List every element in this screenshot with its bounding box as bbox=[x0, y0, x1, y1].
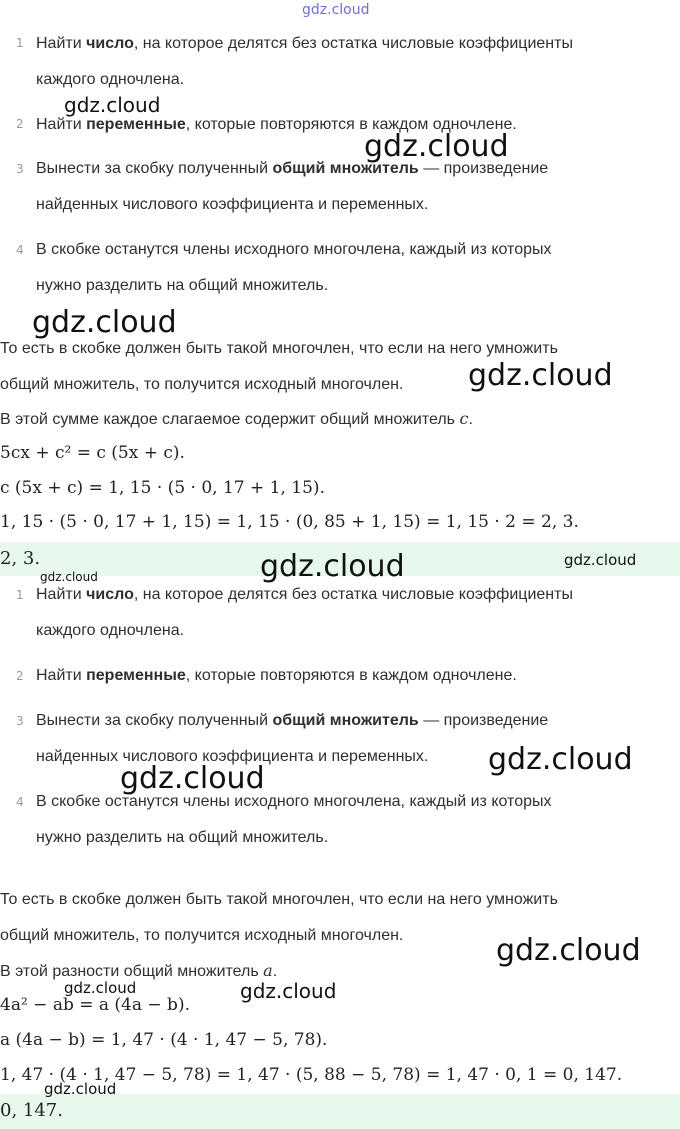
step-text bbox=[36, 151, 672, 223]
step-number: 1 bbox=[16, 36, 24, 50]
step-text-part: — произведение bbox=[418, 160, 549, 177]
equation-factoring: 4a² − ab = a (4a − b). bbox=[0, 995, 190, 1015]
step-text bbox=[36, 232, 672, 304]
step-text-part: , которые повторяются в каждом одночлене. bbox=[185, 667, 517, 684]
sentence-text: В этой сумме каждое слагаемое содержит общий множитель bbox=[0, 411, 460, 428]
step-text-part: Вынести за скобку полученный bbox=[36, 712, 273, 729]
step-text bbox=[36, 658, 672, 694]
step-bold-term: переменные bbox=[86, 116, 186, 133]
explanation-line: общий множитель, то получится исходный многочлен. bbox=[0, 376, 404, 393]
explanation-line: общий множитель, то получится исходный многочлен. bbox=[0, 927, 404, 944]
explanation-line: То есть в скобке должен быть такой многочлен, что если на него умножить bbox=[0, 891, 558, 908]
common-factor-sentence bbox=[0, 401, 680, 438]
watermark: gdz.cloud bbox=[64, 93, 161, 117]
step-number: 2 bbox=[16, 117, 24, 131]
step-number: 1 bbox=[16, 588, 24, 602]
step-number: 3 bbox=[16, 162, 24, 176]
step-text-part: Найти bbox=[36, 116, 87, 133]
step-text-line2: нужно разделить на общий множитель. bbox=[36, 277, 329, 294]
equation-substitution: c (5x + c) = 1, 15 · (5 · 0, 17 + 1, 15). bbox=[0, 478, 325, 498]
step-text-part: Найти bbox=[36, 586, 87, 603]
step-bold-term: число bbox=[86, 586, 134, 603]
sentence-text: В этой разности общий множитель bbox=[0, 963, 264, 980]
step-bold-term: общий множитель bbox=[272, 712, 419, 729]
factor-variable: c bbox=[459, 409, 469, 428]
watermark: gdz.cloud bbox=[64, 979, 137, 997]
watermark: gdz.cloud bbox=[32, 305, 177, 340]
step-text bbox=[36, 26, 672, 98]
step-bold-term: число bbox=[86, 35, 134, 52]
step-text-line2: найденных числового коэффициента и переменных. bbox=[36, 196, 429, 213]
watermark: gdz.cloud bbox=[44, 1080, 117, 1098]
step-text-part: , на которое делятся без остатка числовые коэффициенты bbox=[133, 35, 573, 52]
step-text-part: В скобке останутся члены исходного многочлена, каждый из которых bbox=[36, 241, 552, 258]
watermark: gdz.cloud bbox=[260, 549, 405, 584]
sentence-end: . bbox=[272, 963, 278, 980]
step-text-part: Найти bbox=[36, 667, 87, 684]
watermark: gdz.cloud bbox=[564, 551, 637, 569]
step-number: 4 bbox=[16, 243, 24, 257]
step-bold-term: общий множитель bbox=[272, 160, 419, 177]
step-text-part: В скобке останутся члены исходного многочлена, каждый из которых bbox=[36, 793, 552, 810]
watermark: gdz.cloud bbox=[468, 358, 613, 393]
equation-calculation: 1, 15 · (5 · 0, 17 + 1, 15) = 1, 15 · (0, 85 + 1, 15) = 1, 15 · 2 = 2, 3. bbox=[0, 512, 579, 532]
step-text-part: Вынести за скобку полученный bbox=[36, 160, 273, 177]
equation-factoring: 5cx + c² = c (5x + c). bbox=[0, 443, 185, 463]
step-text-line2: нужно разделить на общий множитель. bbox=[36, 829, 329, 846]
watermark: gdz.cloud bbox=[240, 979, 337, 1003]
step-bold-term: переменные bbox=[86, 667, 186, 684]
watermark: gdz.cloud bbox=[120, 761, 265, 796]
answer-value: 2, 3. bbox=[0, 548, 41, 569]
watermark: gdz.cloud bbox=[488, 742, 633, 777]
step-number: 2 bbox=[16, 669, 24, 683]
step-text-part: — произведение bbox=[418, 712, 549, 729]
equation-substitution: a (4a − b) = 1, 47 · (4 · 1, 47 − 5, 78). bbox=[0, 1030, 328, 1050]
equation-calculation: 1, 47 · (4 · 1, 47 − 5, 78) = 1, 47 · (5, 88 − 5, 78) = 1, 47 · 0, 1 = 0, 147. bbox=[0, 1065, 623, 1085]
step-number: 3 bbox=[16, 714, 24, 728]
step-text-line2: каждого одночлена. bbox=[36, 71, 185, 88]
step-number: 4 bbox=[16, 795, 24, 809]
answer-value: 0, 147. bbox=[0, 1100, 63, 1121]
step-text-line2: найденных числового коэффициента и переменных. bbox=[36, 748, 429, 765]
step-text-line2: каждого одночлена. bbox=[36, 622, 185, 639]
watermark: gdz.cloud bbox=[40, 570, 98, 584]
explanation-line: То есть в скобке должен быть такой многочлен, что если на него умножить bbox=[0, 340, 558, 357]
sentence-end: . bbox=[468, 411, 473, 428]
watermark: gdz.cloud bbox=[364, 129, 509, 164]
watermark: gdz.cloud bbox=[496, 933, 641, 968]
step-text bbox=[36, 577, 672, 649]
answer-band bbox=[0, 1094, 680, 1129]
watermark-top: gdz.cloud bbox=[302, 2, 370, 18]
step-text-part: , на которое делятся без остатка числовые коэффициенты bbox=[133, 586, 573, 603]
factor-variable: a bbox=[263, 961, 273, 980]
step-text-part: , которые повторяются в каждом одночлене. bbox=[185, 116, 517, 133]
step-text-part: Найти bbox=[36, 35, 87, 52]
